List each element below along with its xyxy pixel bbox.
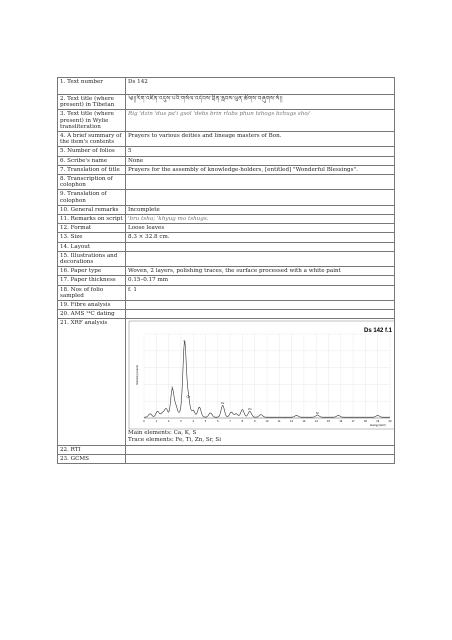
row-format	[58, 224, 395, 233]
x-tick-label: 17	[351, 420, 355, 424]
row-label: 9. Translation of colophon	[58, 190, 126, 205]
trace-elements: Trace elements: Fe, Ti, Zn, Sr, Si	[128, 437, 222, 444]
x-tick-label: 15	[327, 420, 330, 424]
row-label: 1. Text number	[58, 78, 126, 95]
row-value	[126, 190, 395, 205]
x-tick-label: 5	[204, 420, 207, 424]
row-title-translation	[58, 165, 395, 174]
row-value: 'bru tsha; 'khyug ma tshugs.	[126, 215, 395, 224]
x-tick-label: 16	[339, 420, 343, 424]
x-tick-label: 8	[241, 420, 244, 424]
peak-label: S	[171, 385, 174, 390]
row-layout	[58, 242, 395, 251]
peak-label: K	[183, 339, 186, 344]
row-label: 7. Translation of title	[58, 165, 126, 174]
row-value: Loose leaves	[126, 224, 395, 233]
x-tick-label: 3	[180, 420, 182, 424]
row-paper-type	[58, 267, 395, 276]
row-label: 16. Paper type	[58, 267, 126, 276]
row-value	[126, 454, 395, 463]
row-label: 6. Scribe's name	[58, 156, 126, 165]
row-value: Ds 142	[126, 78, 395, 95]
row-general-remarks	[58, 205, 395, 214]
chart-frame	[129, 321, 395, 429]
peak-label: Sr	[316, 411, 319, 416]
y-axis-label: Intensity (counts)	[136, 365, 139, 386]
row-label: 13. Size	[58, 233, 126, 242]
x-tick-label: 7	[229, 420, 231, 424]
row-gcms	[58, 454, 395, 463]
row-value	[126, 242, 395, 251]
x-tick-label: 12	[290, 420, 294, 424]
x-tick-label: 13	[302, 420, 306, 424]
row-label: 17. Paper thickness	[58, 276, 126, 285]
row-label: 3. Text title (where present) in Wylie transliteration	[58, 110, 126, 132]
row-value: Incomplete	[126, 205, 395, 214]
row-label: 14. Layout	[58, 242, 126, 251]
row-label: 11. Remarks on script	[58, 215, 126, 224]
row-value: 0.15–0.17 mm	[126, 276, 395, 285]
x-tick-label: 19	[376, 420, 380, 424]
row-illustrations	[58, 251, 395, 266]
x-tick-label: 2	[167, 420, 170, 424]
row-value: 5	[126, 147, 395, 156]
x-tick-label: 10	[265, 420, 269, 424]
row-label: 18. Nos of folio sampled	[58, 285, 126, 300]
peak-label: Fe	[221, 401, 225, 406]
x-tick-label: 20	[388, 420, 392, 424]
row-label: 8. Transcription of colophon	[58, 175, 126, 190]
row-text-number	[58, 78, 395, 95]
row-tibetan-title	[58, 95, 395, 110]
row-label: 20. AMS ¹⁴C dating	[58, 310, 126, 319]
row-xrf-analysis	[58, 319, 395, 445]
row-ams-dating	[58, 310, 395, 319]
row-folio-sampled	[58, 285, 395, 300]
row-label: 22. RTI	[58, 445, 126, 454]
row-value: ༄།།རིག་འཛིན་འདུས་པའི་གསོལ་འདེབས་བྲིན་རླབས་ཕུན་ཚོགས་བཞུགས་སོ།།	[126, 95, 395, 110]
row-label: 5. Number of folios	[58, 147, 126, 156]
row-value	[126, 301, 395, 310]
row-colophon-translation	[58, 190, 395, 205]
row-wylie-title	[58, 110, 395, 132]
row-value: f. 1	[126, 285, 395, 300]
row-scribe	[58, 156, 395, 165]
x-tick-label: 6	[217, 420, 219, 424]
row-label: 21. XRF analysis	[58, 319, 126, 445]
row-value	[126, 445, 395, 454]
row-size	[58, 233, 395, 242]
record-table	[57, 77, 395, 464]
row-value: None	[126, 156, 395, 165]
row-rti	[58, 445, 395, 454]
x-tick-label: 4	[192, 420, 194, 424]
x-tick-label: 0	[143, 420, 145, 424]
peak-label: Ca	[186, 395, 191, 400]
row-value	[126, 175, 395, 190]
row-value: Prayers for the assembly of knowledge-holders, [entitled] "Wonderful Blessings".	[126, 165, 395, 174]
row-folios	[58, 147, 395, 156]
x-tick-label: 18	[363, 420, 367, 424]
row-value: Prayers to various deities and lineage masters of Bon.	[126, 132, 395, 147]
peak-label: Zn	[248, 407, 252, 412]
main-elements: Main elements: Ca, K, S	[128, 430, 197, 437]
row-value	[126, 251, 395, 266]
xrf-cell	[126, 319, 395, 445]
xrf-spectrum-chart	[128, 320, 395, 430]
row-paper-thickness	[58, 276, 395, 285]
row-fibre-analysis	[58, 301, 395, 310]
x-tick-label: 11	[277, 420, 281, 424]
row-script-remarks	[58, 215, 395, 224]
row-label: 12. Format	[58, 224, 126, 233]
row-label: 2. Text title (where present) in Tibetan	[58, 95, 126, 110]
row-colophon-transcription	[58, 175, 395, 190]
row-value: 8.3 × 32.8 cm.	[126, 233, 395, 242]
row-value	[126, 310, 395, 319]
x-tick-label: 1	[155, 420, 158, 424]
row-label: 10. General remarks	[58, 205, 126, 214]
row-summary	[58, 132, 395, 147]
x-tick-label: 14	[314, 420, 318, 424]
row-value: Woven, 2 layers, polishing traces, the surface processed with a white paint	[126, 267, 395, 276]
row-value: Rig 'dzin 'dus pa'i gsol 'debs brin rlabs phun tshogs bzhugs sho/	[126, 110, 395, 132]
row-label: 19. Fibre analysis	[58, 301, 126, 310]
row-label: 15. Illustrations and decorations	[58, 251, 126, 266]
chart-title: Ds 142 f.1	[364, 328, 393, 335]
row-label: 4. A brief summary of the item's contents	[58, 132, 126, 147]
x-tick-label: 9	[253, 420, 256, 424]
x-axis-label: Energy (keV)	[370, 424, 386, 428]
row-label: 23. GCMS	[58, 454, 126, 463]
